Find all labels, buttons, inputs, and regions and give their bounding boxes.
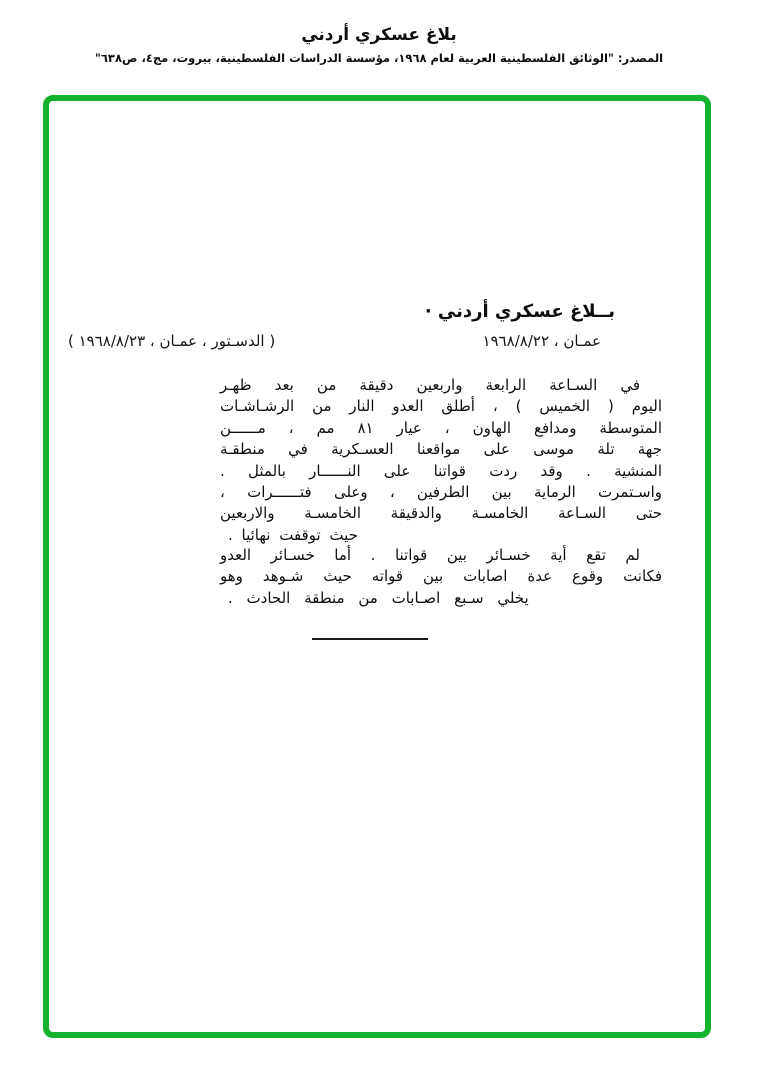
newspaper-attribution: ( الدسـتور ، عمـان ، ١٩٦٨/٨/٢٣ ) xyxy=(68,332,276,350)
communique-title: بــلاغ عسكري أردني · xyxy=(424,301,615,322)
paragraph-2 xyxy=(220,545,662,609)
body-line: اليوم ( الخميس ) ، أطلق العدو النار من الرشـاشـات xyxy=(220,397,662,416)
page-header xyxy=(0,0,758,65)
source-citation: المصدر: "الوثائق الفلسطينية العربية لعام ١٩٦٨، مؤسسة الدراسات الفلسطينية، بيروت، مج٤، ص٦٣٨" xyxy=(94,51,664,65)
body-line: المتوسطة ومدافع الهاون ، عيار ٨١ مم ، مــــــن xyxy=(220,418,663,437)
paragraph-1 xyxy=(220,375,662,546)
body-line: المنشية . وقد ردت قواتنا على النــــــار بالمثل . xyxy=(220,461,662,480)
page-title: بلاغ عسكري أردني xyxy=(301,25,457,45)
body-line: حتى السـاعة الخامسـة والدقيقة الخامسـة والاربعين xyxy=(220,504,662,523)
body-line: فكانت وقوع عدة اصابات بين قواته حيث شـوهد وهو xyxy=(220,567,662,586)
body-line: واسـتمرت الرماية بين الطرفين ، وعلى فتــــــرات ، xyxy=(220,482,662,501)
body-line: جهة تلة موسى على مواقعنا العسـكرية في منطقـة xyxy=(220,440,662,459)
body-line: في السـاعة الرابعة واربعين دقيقة من بعد ظهـر xyxy=(220,376,640,394)
body-line: لم تقع أية خسـائر بين قواتنا . أما خسـائر العدو xyxy=(220,546,640,564)
body-line: يخلي سـبع اصـابات من منطقة الحادث . xyxy=(228,588,529,607)
body-line: حيث توقفت نهائيا . xyxy=(228,525,358,544)
communique-city-date: عمـان ، ١٩٦٨/٨/٢٢ xyxy=(482,332,601,350)
document-frame xyxy=(43,95,711,1038)
end-divider-rule xyxy=(312,638,428,640)
